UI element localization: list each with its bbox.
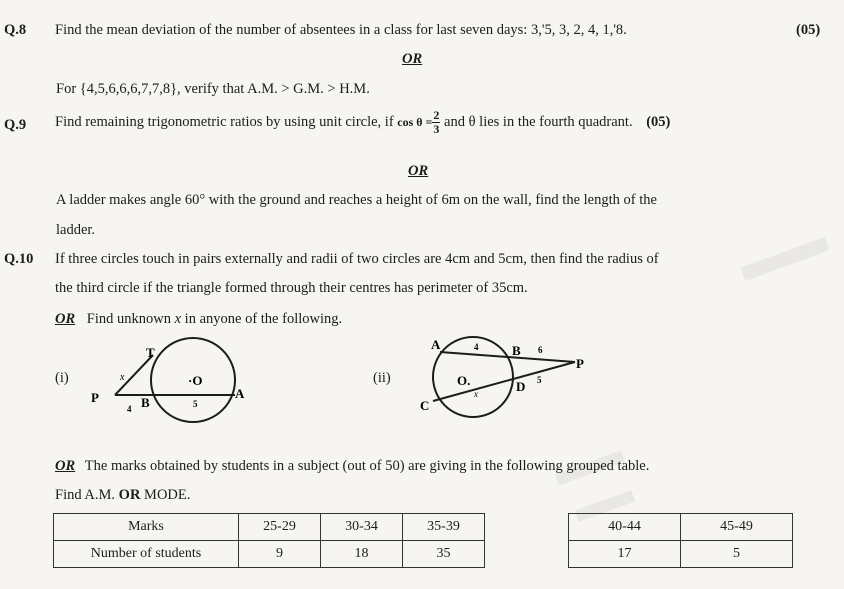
q9-fraction (432, 109, 440, 136)
table-cell: 30-34 (321, 514, 403, 541)
figure-ii (410, 335, 610, 425)
table-cell: 35 (403, 541, 485, 568)
fig1-label: (i) (55, 370, 69, 386)
q9-cos-label: cos θ = (397, 114, 433, 129)
q9-alt-line1: A ladder makes angle 60° with the ground and reaches a height of 6m on the wall, find the length of the (56, 192, 657, 208)
q10-find-a: Find A.M. (55, 487, 116, 503)
q8-text: Find the mean deviation of the number of absentees in a class for last seven days: 3,'5, 3, 2, 4, 1,'8. (55, 22, 627, 38)
q9-marks: (05) (646, 113, 671, 130)
q8-marks: (05) (796, 22, 821, 38)
table-cell: 45-49 (681, 514, 793, 541)
table-cell: 9 (239, 541, 321, 568)
fig1-four: 4 (127, 404, 132, 414)
fig2-label: (ii) (373, 370, 391, 386)
table-cell: 17 (569, 541, 681, 568)
fig2-four: 4 (474, 342, 479, 352)
q10-line2: the third circle if the triangle formed through their centres has perimeter of 35cm. (55, 280, 528, 296)
q10-or1-text-b: in anyone of the following. (184, 311, 343, 327)
table-row (54, 514, 485, 541)
q9-alt-line2: ladder. (56, 222, 96, 238)
fig2-secant-CP (433, 362, 575, 401)
q9-line (55, 109, 670, 136)
q8-alt: For {4,5,6,6,6,7,7,8}, verify that A.M. > G.M. > H.M. (56, 81, 370, 97)
q9-frac-num: 2 (433, 108, 440, 122)
table-row-label: Number of students (54, 541, 239, 568)
q10-find-or: OR (118, 487, 141, 503)
table-cell: 35-39 (403, 514, 485, 541)
fig1-B: B (141, 395, 150, 410)
fig1-x: x (120, 372, 125, 383)
fig2-A: A (431, 337, 441, 352)
fig2-x: x (474, 389, 478, 399)
fig2-D: D (516, 379, 526, 394)
q9-text-after: and θ lies in the fourth quadrant. (444, 113, 633, 130)
fig2-secant-AP (440, 352, 575, 362)
fig1-P: P (91, 390, 99, 405)
fig2-five: 5 (537, 375, 542, 385)
q10-or1-text-a: Find unknown (86, 311, 171, 327)
q10-or1: OR (55, 311, 76, 327)
q9-number: Q.9 (4, 117, 27, 133)
fig2-six: 6 (538, 345, 543, 355)
figure-i (80, 335, 280, 425)
fig2-B: B (512, 343, 521, 358)
q8-or: OR (402, 51, 423, 67)
q9-text-before: Find remaining trigonometric ratios by using unit circle, if (55, 113, 394, 130)
fig2-O: O. (457, 373, 471, 388)
q10-find-line (55, 487, 190, 504)
table-row (54, 541, 485, 568)
table-header-label: Marks (54, 514, 239, 541)
fig2-C: C (420, 398, 430, 413)
table-cell: 18 (321, 541, 403, 568)
q9-or: OR (408, 163, 429, 179)
q10-line1: If three circles touch in pairs externally and radii of two circles are 4cm and 5cm, then find the radius of (55, 251, 659, 267)
fig1-five: 5 (193, 399, 198, 409)
table-cell: 25-29 (239, 514, 321, 541)
q10-or2-line (55, 458, 649, 475)
marks-table-right (568, 513, 793, 568)
table-row (569, 514, 793, 541)
fig2-circle (433, 337, 513, 417)
fig1-O: ·O (188, 373, 203, 388)
watermark-streak (740, 237, 829, 281)
q10-number: Q.10 (4, 251, 34, 267)
q10-or2: OR (55, 458, 76, 474)
table-cell: 5 (681, 541, 793, 568)
q10-or1-line (55, 311, 342, 328)
q10-find-b: MODE. (144, 487, 191, 503)
q8-number: Q.8 (4, 22, 27, 38)
table-row (569, 541, 793, 568)
q9-frac-den: 3 (433, 122, 440, 136)
fig2-P: P (576, 356, 584, 371)
fig1-T: T (146, 345, 155, 360)
fig1-A: A (235, 386, 245, 401)
q10-or2-text: The marks obtained by students in a subject (out of 50) are giving in the following grouped table. (84, 458, 650, 474)
table-cell: 40-44 (569, 514, 681, 541)
marks-table-left (53, 513, 485, 568)
q10-or1-var: x (174, 311, 182, 327)
